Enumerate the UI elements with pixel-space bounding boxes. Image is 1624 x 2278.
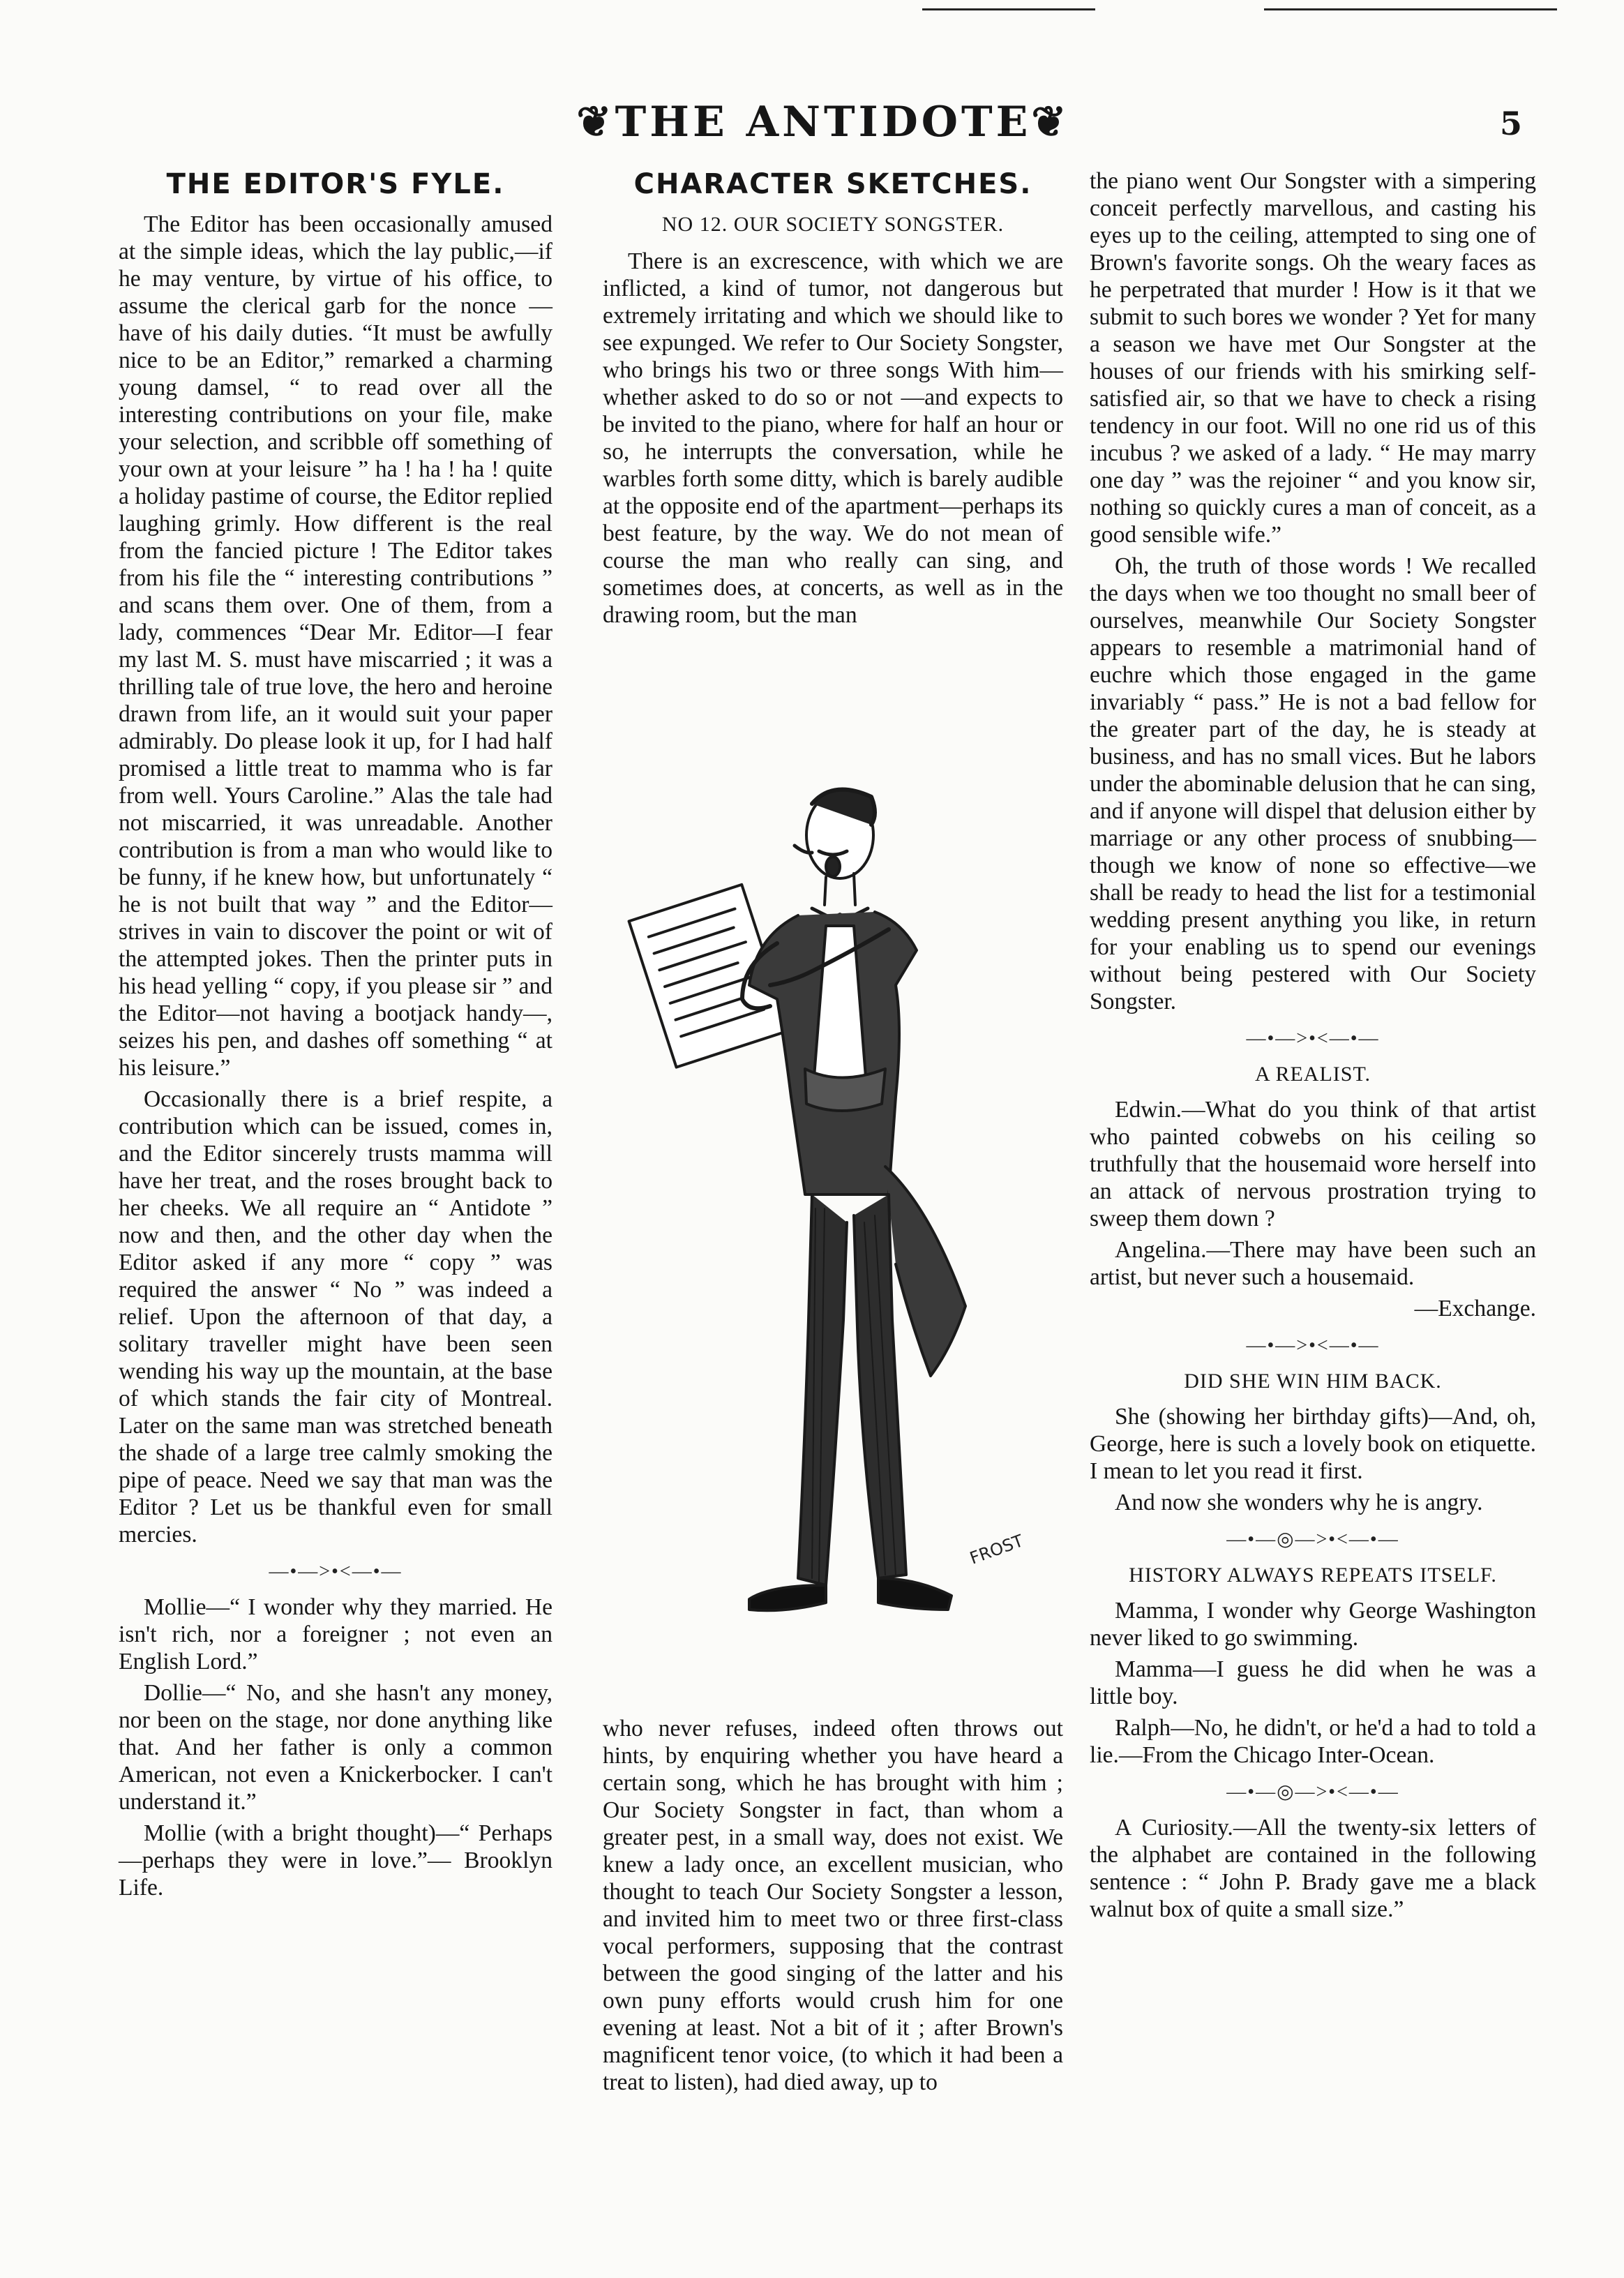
a-realist-paragraph: Edwin.—What do you think of that artist who painted cobwebs on his ceiling so truthfully that the housemaid wore herself into an attack of nervous prostration trying to sweep them down ? xyxy=(1090,1097,1536,1231)
ornament-divider: —•—◎—>•<—•— xyxy=(1226,1781,1399,1803)
dialogue-line: Dollie—“ No, and she hasn't any money, nor been on the stage, nor done anything like that. And her father is only a common American, not even a Knickerbocker. I can't understand it.” xyxy=(119,1680,552,1815)
did-she-win-paragraph: And now she wonders why he is angry. xyxy=(1115,1490,1483,1515)
ornament-divider: —•—>•<—•— xyxy=(1246,1335,1380,1356)
character-sketches-continued: the piano went Our Songster with a simpering conceit perfectly marvellous, and casting his eyes up to the ceiling, attempted to sing one of Brown's favorite songs. Oh the weary faces as he perpetrated that murder ! How is it that we submit to such bores we wonder ? Yet for many a season we have met Our Songster at the houses of our friends with his smirking self-satisfied air, so that we have to check a rising tendency in our foot. Will no one rid us of this incubus ? we asked of a lady. “ He may marry one day ” was the rejoiner “ and you know sir, nothing so quickly cures a man of conceit, as a good sensible wife.” xyxy=(1090,168,1536,548)
column-right xyxy=(1090,167,1536,2250)
editors-fyle-paragraph: Occasionally there is a brief respite, a contribution which can be issued, comes in, and the Editor sincerely trusts mamma will have her treat, and the roses brought back to her cheeks. We all require an “ Antidote ” now and then, and the other day when the Editor asked if any more “ copy ” was required the answer “ No ” was indeed a relief. Upon the afternoon of that day, a solitary traveller might have been seen wending his way up the mountain, at the base of which stands the fair city of Montreal. Later on the same man was stretched beneath the shade of a large tree calmly smoking the pipe of peace. Need we say that man was the Editor ? Let us be thankful even for small mercies. xyxy=(119,1086,552,1548)
character-sketches-text: There is an excrescence, with which we are inflicted, a kind of tumor, not dangerous but extremely irritating and which we should like to see expunged. We refer to Our Society Songster, who brings his two or three songs With him—whether asked to do so or not —and expects to be invited to the piano, where for half an hour or so, he interrupts the conversation, while he warbles forth some ditty, which is barely audible at the opposite end of the apartment—perhaps its best feature, by the way. We do not mean of course the man who really can sing, and sometimes does, at concerts, as well as in the drawing room, but the man xyxy=(603,248,1063,628)
editors-fyle-paragraph: The Editor has been occasionally amused at the simple ideas, which the lay public,—if he may venture, by virtue of his office, to assume the clerical garb for the nonce — have of his daily duties. “It must be awfully nice to be an Editor,” remarked a charming young damsel, “ to read over all the interesting contributions on your file, make your selection, and scribble off something of your own at your leisure ” ha ! ha ! ha ! quite a holiday pastime of course, the Editor replied laughing grimly. How different is the real from the fancied picture ! The Editor takes from his file the “ interesting contributions ” and scans them over. One of them, from a lady, commences “Dear Mr. Editor—I fear my last M. S. must have miscarried ; it was a thrilling tale of true love, the hero and heroine drawn from life, an it would suit your paper admirably. Do please look it up, for I had half promised a little treat to mamma who is far from well. Yours Caroline.” Alas the tale had not miscarried, it was unreadable. Another contribution is from a man who would like to be funny, if he knew how, but unfortunately “ he is not built that way ” and the Editor—strives in vain to discover the point or wit of the attempted jokes. Then the printer puts in his head yelling “ copy, if you please sir ” and the Editor—not having a bootjack handy—, seizes his pen, and dashes off something “ at his leisure.” xyxy=(119,211,552,1081)
songster-illustration xyxy=(603,776,1063,1704)
did-she-win-title: DID SHE WIN HIM BACK. xyxy=(1184,1370,1442,1393)
page-number: 5 xyxy=(1500,105,1523,142)
top-rule-left xyxy=(922,8,1095,10)
character-sketches-subtitle: NO 12. OUR SOCIETY SONGSTER. xyxy=(661,213,1005,236)
character-sketches-continued: Oh, the truth of those words ! We recalled the days when we too thought no small beer of ourselves, meanwhile Our Society Songster appears to resemble a matrimonial hand of euchre which those engaged in the game invariably “ pass.” He is not a bad fellow for the greater part of the day, he is steady at business, and has no small vices. But he labors under the abominable delusion that he can sing, and if anyone will dispel that delusion either by marriage or any other process of snubbing—though we know of none so effective—we shall be ready to head the list for a testimonial wedding present anything you like, in return for your enabling us to spend our evenings without being pestered with Our Society Songster. xyxy=(1090,553,1536,1014)
history-paragraph: Mamma, I wonder why George Washington never liked to go swimming. xyxy=(1090,1598,1536,1651)
ornament-divider: —•—◎—>•<—•— xyxy=(1226,1529,1399,1550)
curiosity-paragraph: A Curiosity.—All the twenty-six letters of the alphabet are contained in the following sentence : “ John P. Brady gave me a black walnut box of quite a small size.” xyxy=(1090,1815,1536,1922)
did-she-win-paragraph: She (showing her birthday gifts)—And, oh, George, here is such a lovely book on etiquette. I mean to let you read it first. xyxy=(1090,1404,1536,1484)
dialogue-line: Mollie—“ I wonder why they married. He isn't rich, nor a foreigner ; not even an English Lord.” xyxy=(119,1594,552,1674)
masthead: ❦THE ANTIDOTE❦ xyxy=(576,98,1070,147)
column-character-sketches-continued xyxy=(603,1715,1063,2100)
dialogue-line: Mollie (with a bright thought)—“ Perhaps—perhaps they were in love.”— Brooklyn Life. xyxy=(119,1820,552,1901)
column-editors-fyle xyxy=(119,167,552,2250)
artist-signature: FROST xyxy=(967,1531,1026,1568)
history-paragraph: Ralph—No, he didn't, or he'd a had to told a lie.—From the Chicago Inter-Ocean. xyxy=(1090,1715,1536,1768)
character-sketches-text: who never refuses, indeed often throws out hints, by enquiring whether you have heard a certain song, which he has brought with him ; Our Society Songster in fact, than whom a greater pest, in a small way, does not exist. We knew a lady once, an excellent musician, who thought to teach Our Society Songster a lesson, and invited him to meet two or three first-class vocal performers, supposing that the contrast between the good singing of the latter and his own puny efforts would crush him for one evening at least. Not a bit of it ; after Brown's magnificent tenor voice, (to which it had been a treat to listen), had died away, up to xyxy=(603,1716,1063,2095)
top-rule-right xyxy=(1264,8,1557,10)
editors-fyle-title: THE EDITOR'S FYLE. xyxy=(166,168,505,200)
column-character-sketches xyxy=(603,167,1063,633)
ornament-divider: —•—>•<—•— xyxy=(1246,1028,1380,1049)
a-realist-source: —Exchange. xyxy=(1414,1296,1536,1321)
a-realist-title: A REALIST. xyxy=(1254,1063,1371,1086)
history-title: HISTORY ALWAYS REPEATS ITSELF. xyxy=(1129,1564,1497,1587)
ornament-divider: —•—>•<—•— xyxy=(269,1561,403,1582)
history-paragraph: Mamma—I guess he did when he was a little boy. xyxy=(1090,1656,1536,1709)
a-realist-paragraph: Angelina.—There may have been such an artist, but never such a housemaid. xyxy=(1090,1237,1536,1290)
character-sketches-title: CHARACTER SKETCHES. xyxy=(633,168,1032,200)
